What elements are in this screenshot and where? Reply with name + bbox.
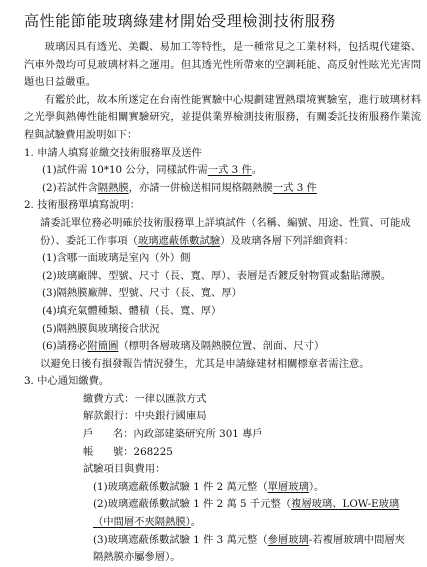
section-2-item-6: (6)請務必附簡圖（標明各層玻璃及隔熱膜位置、剖面、尺寸） [42,340,325,353]
fee-heading: 試驗項目與費用： [83,463,166,476]
account-number: 帳 號：268225 [83,445,173,458]
section-2-note: 以避免日後有損發報告情況發生，尤其是申請綠建材相關標章者需注意。 [40,357,370,370]
fee-item-1: (1)玻璃遮蔽係數試驗 1 件 2 萬元整（單層玻璃）。 [93,480,325,493]
section-1-heading: 1. 申請人填寫並繳交技術服務單及送件 [24,146,202,159]
section-2-item-5: (5)隔熱膜與玻璃接合狀況 [42,322,160,335]
account-name: 戶 名：內政部建築研究所 301 專戶 [83,428,263,441]
section-2-item-1: (1)含哪一面玻璃是室內（外）側 [42,252,191,265]
section-2-item-3: (3)隔熱膜廠牌、型號、尺寸（長、寬、厚） [42,287,242,300]
fee-item-2: (2)玻璃遮蔽係數試驗 1 件 2 萬 5 千元整（複層玻璃、LOW-E玻璃（中間層不夾隔熱膜）。 [93,498,400,529]
payment-method: 繳費方式：一律以匯款方式 [83,392,207,405]
fee-item-3: (3)玻璃遮蔽係數試驗 1 件 3 萬元整（參層玻璃-若複層玻璃中間層夾隔熱膜亦屬參層）。 [93,533,405,564]
section-2-item-2: (2)玻璃廠牌、型號、尺寸（長、寬、厚）、表層是否鍍反射物質或黏貼薄膜。 [42,269,392,282]
section-1-item-2: (2)若試件含隔熱膜，亦請一併檢送相同規格隔熱膜一式 3 件 [42,181,317,194]
intro-paragraph-2: 有鑑於此，故本所遂定在台南性能實驗中心規劃建置熱環境實驗室，進行玻璃材料之光學與熱傳性能相關實驗研究，並提供業界檢測技術服務，有關委託技術服務作業流程與試驗費用說明如下： [24,93,421,141]
section-1-item-1: (1)試件需 10*10 公分，同樣試件需一式 3 件。 [42,164,263,177]
intro-paragraph-1: 玻璃因具有透光、美觀、易加工等特性，是一種常見之工業材料，包括現代建築、汽車外殼均可見玻璃材料之運用。但其透光性所帶來的空調耗能、高反射性眩光光害問題也日益嚴重。 [24,41,421,89]
page-title: 高性能節能玻璃綠建材開始受理檢測技術服務 [24,12,337,30]
section-2-item-4: (4)填充氣體種類、體積（長、寬、厚） [42,304,222,317]
section-2-description: 請委託單位務必明確於技術服務單上詳填試件（名稱、編號、用途、性質、可能成份）、委託工作事項（玻璃遮蔽係數試驗）及玻璃各層下列詳細資料： [40,216,411,247]
bank-name: 解款銀行：中央銀行國庫局 [83,410,207,423]
section-3-heading: 3. 中心通知繳費。 [24,375,110,388]
section-2-heading: 2. 技術服務單填寫說明： [24,199,141,212]
